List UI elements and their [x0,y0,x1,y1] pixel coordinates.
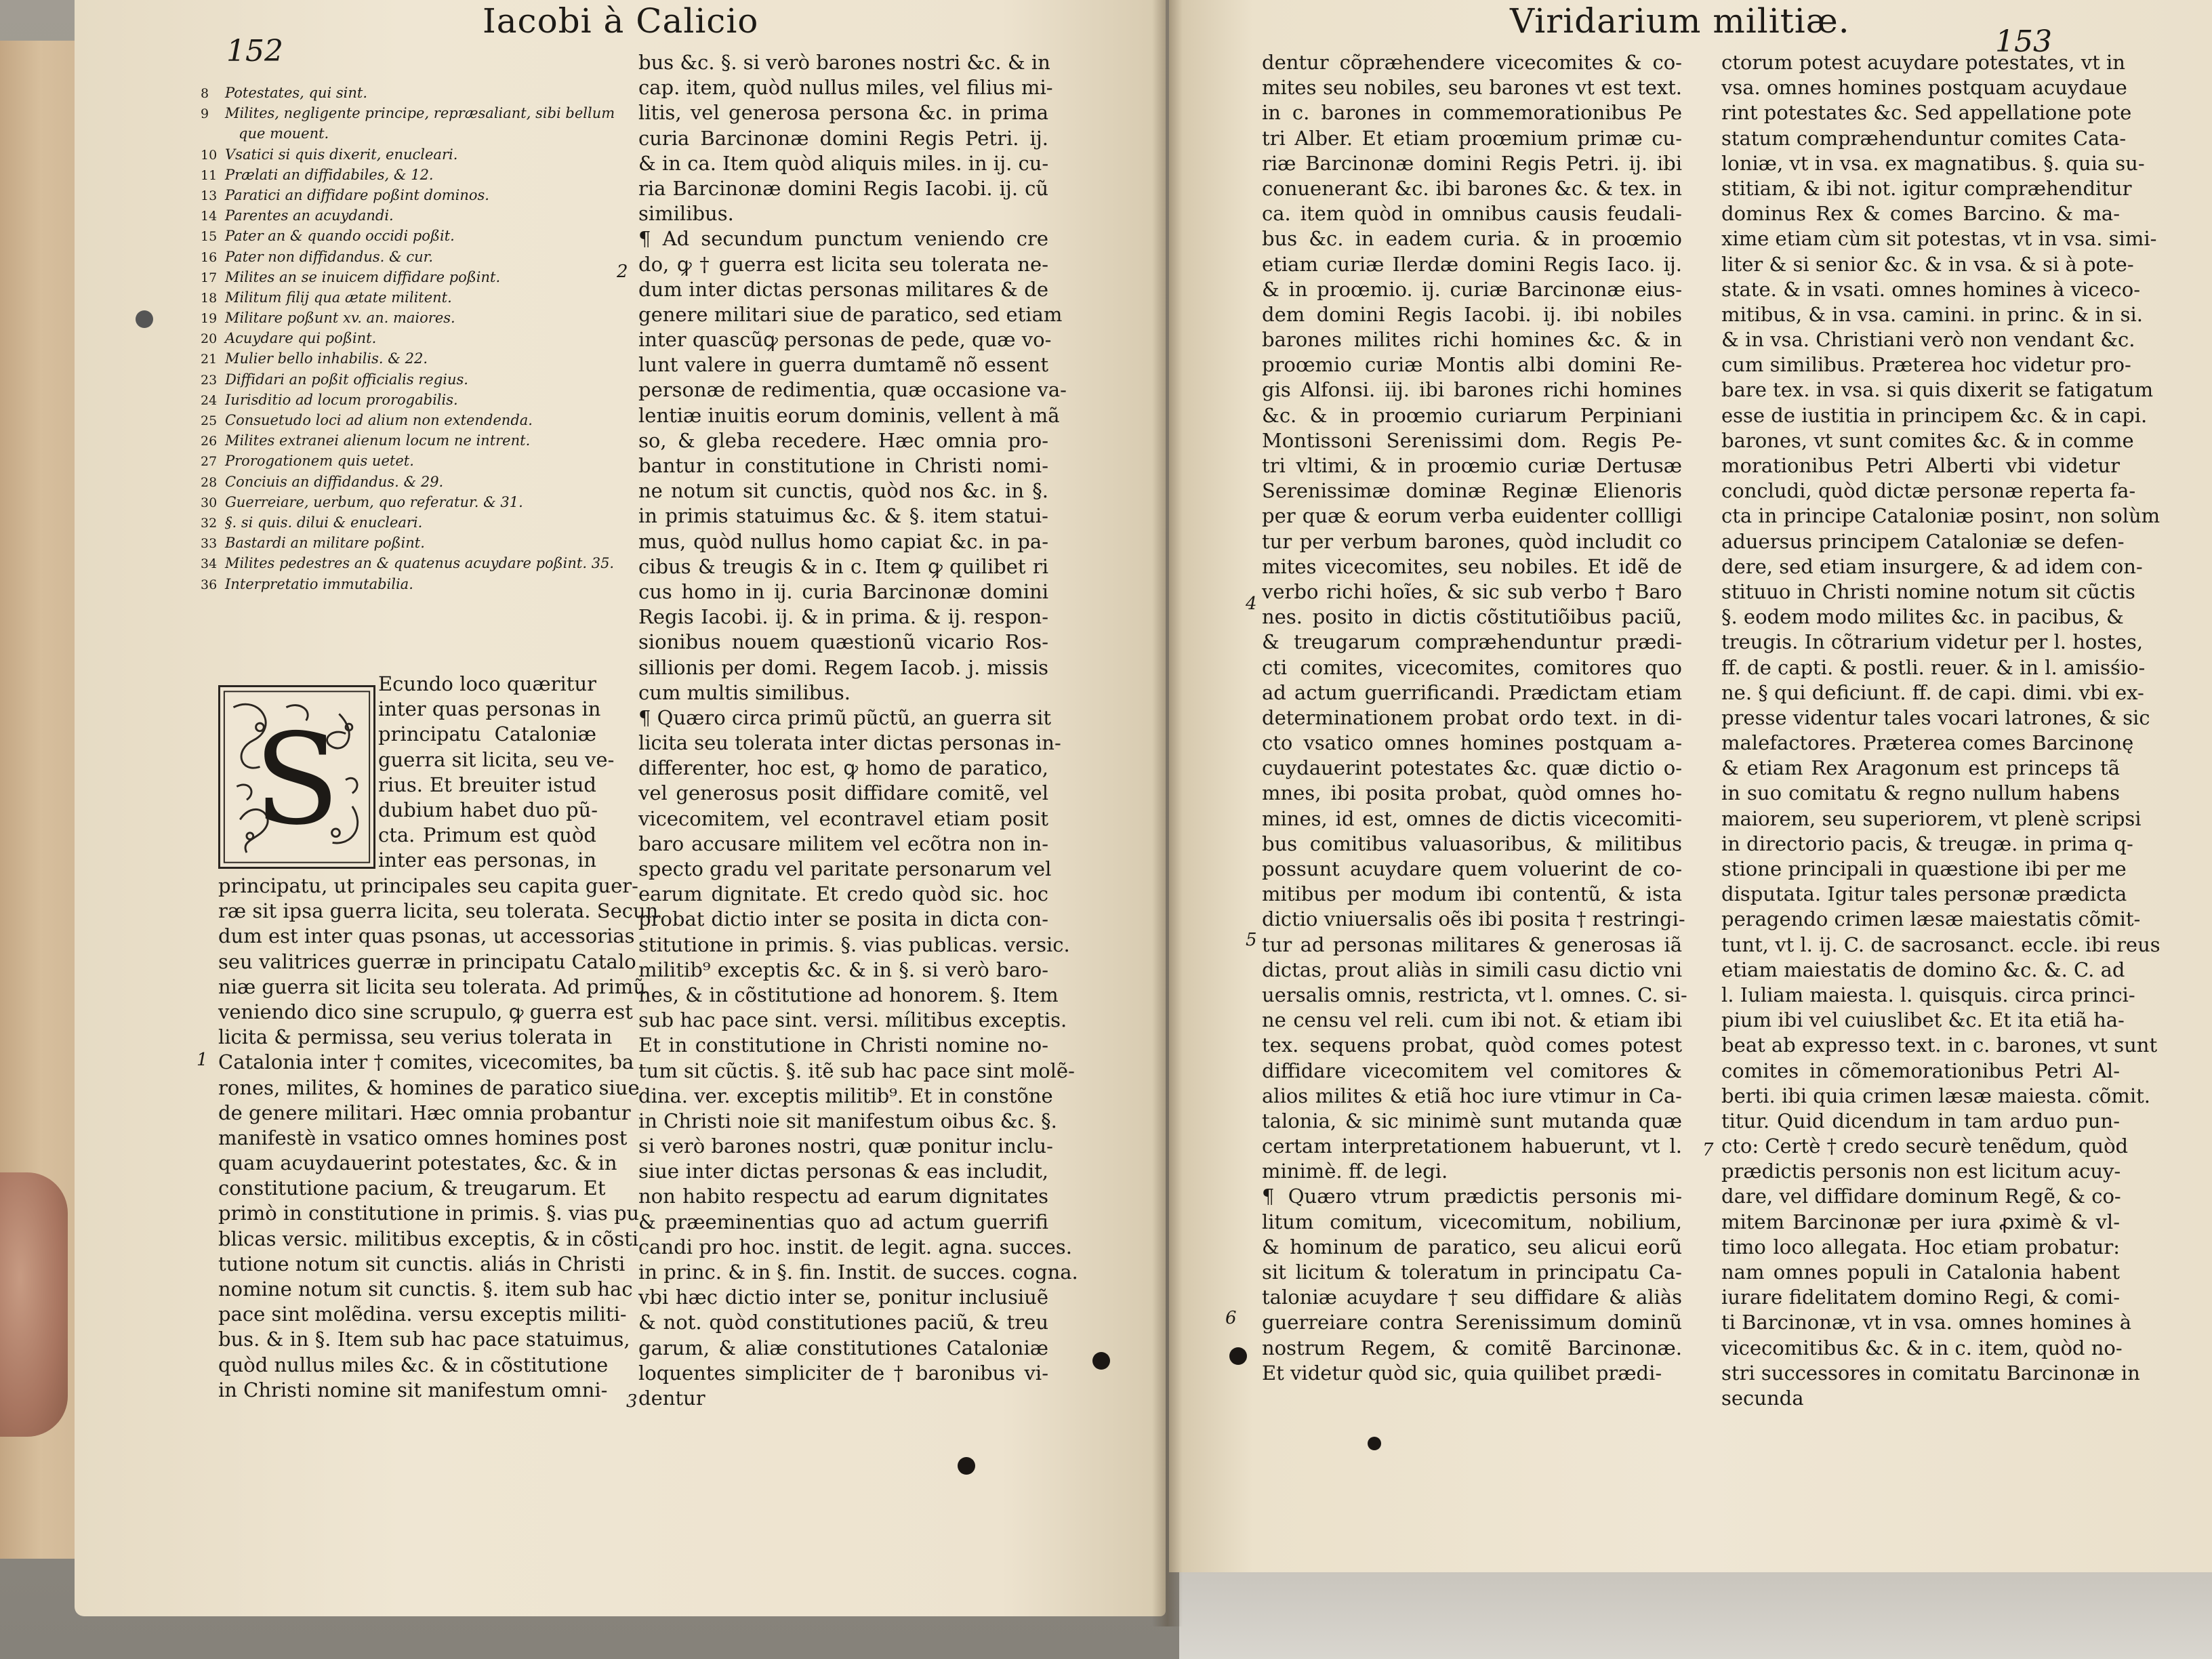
text-line: cto: Certè † credo securè tenẽdum, quòd [1721,1134,2129,1158]
text-line: bus. & in §. Item sub hac pace statuimus, [218,1328,630,1351]
text-line: guerreiare contra Serenissimum dominũ [1262,1311,1682,1334]
text-line: manifestè in vsatico omnes homines post [218,1126,628,1149]
index-item [201,328,607,348]
index-text: Mulier bello inhabilis. & 22. [225,350,428,367]
text-line: & in vsa. Christiani verò non vendant &c. [1721,328,2135,352]
text-line: licita & permissa, seu verius tolerata in [218,1025,613,1049]
index-number: 34 [201,556,218,572]
text-line: genere militari siue de paratico, sed etiam [638,302,1063,326]
right-column-2 [1721,50,2160,1411]
text-line: nomine notum sit cunctis. §. item sub hac [218,1277,633,1300]
text-line: in princ. & in §. fin. Instit. de succes. cogna. [638,1261,1078,1284]
text-line: specto gradu vel paritate personarum vel [638,857,1052,880]
text-line: dentur cõpræhendere vicecomites & co- [1262,51,1682,74]
index-number: 11 [201,167,218,183]
text-line: minimè. ff. de legi. [1262,1160,1448,1183]
text-line: in Christi noie sit manifestum oibus &c. §. [638,1109,1057,1132]
paper-hole [1229,1347,1247,1365]
text-line: curia Barcinonæ domini Regis Petri. ij. [638,126,1048,150]
text-line: in directorio pacis, & treugæ. in prima q- [1721,832,2133,855]
index-text: Diffidari an poßit officialis regius. [225,371,468,388]
index-item [201,430,607,451]
text-line: tutione notum sit cunctis. aliás in Christi [218,1252,626,1275]
text-line: ræ sit ipsa guerra licita, seu tolerata. Secun [218,899,659,923]
index-number: 19 [201,311,218,327]
index-text: Pater non diffidandus. & cur. [225,248,434,265]
text-line: differenter, hoc est, ꝙ homo de paratico, [638,756,1048,780]
text-line: tur ad personas militares & generosas iã [1262,933,1682,956]
text-line: ¶ Quæro circa primũ pũctũ, an guerra sit [638,705,1052,729]
index-item [201,267,607,287]
text-line: in Christi nomine sit manifestum omni- [218,1378,608,1401]
index-item [201,451,607,471]
index-item [201,410,607,430]
paper-hole [958,1457,975,1475]
text-line: proœmio curiæ Montis albi domini Re- [1262,353,1682,377]
text-line: bare tex. in vsa. si quis dixerit se fatigatum [1721,378,2154,402]
text-line: bus comitibus valuasoribus, & militibus [1262,832,1682,855]
text-line: ca. item quòd in omnibus causis feudali- [1262,202,1682,226]
text-line: & in proœmio. ij. curiæ Barcinonæ eius- [1262,277,1682,301]
text-line: uersalis omnis, restricta, vt l. omnes. C. si- [1262,983,1687,1006]
index-number: 32 [201,515,218,531]
index-number: 14 [201,209,218,224]
text-line: beat ab expresso text. in c. barones, vt sunt [1721,1033,2158,1057]
text-line: esse de iustitia in principem &c. & in capi. [1721,403,2148,427]
text-line: candi pro hoc. instit. de legit. agna. succes. [638,1235,1072,1258]
margin-number: 1 [197,1050,208,1070]
text-line: in suo comitatu & regno nullum habens [1721,781,2120,805]
text-line: prædictis personis non est licitum acuy- [1721,1160,2121,1183]
text-line: cus homo in ij. curia Barcinonæ domini [638,579,1048,603]
text-line: tum sit cũctis. §. itẽ sub hac pace sint molẽ- [638,1059,1075,1082]
text-line: inter quas personas in [378,697,601,721]
text-line: ti Barcinonæ, vt in vsa. omnes homines à [1721,1311,2132,1334]
index-text: Iurisditio ad locum prorogabilis. [225,391,458,408]
index-text: Consuetudo loci ad alium non extendenda. [225,412,533,428]
text-line: sionibus nouem quæstionũ vicario Ros- [638,630,1048,654]
index-item [201,247,607,267]
text-line: do, ꝙ † guerra est licita seu tolerata ne- [638,252,1048,276]
text-line: mites vicecomites, seu nobiles. Et idẽ de [1262,554,1682,578]
index-text: Militare poßunt xv. an. maiores. [225,310,455,327]
text-line: principatu, ut principales seu capita guer- [218,874,638,897]
margin-number: 5 [1246,930,1257,950]
text-line: pace sint molẽdina. versu exceptis militi- [218,1303,627,1326]
margin-number: 2 [617,262,628,282]
text-line: principatu Cataloniæ [378,722,596,746]
index-text: Acuydare qui poßint. [225,330,377,347]
text-line: vbi hæc dictio inter se, ponitur inclusiuẽ [638,1286,1048,1309]
index-item [201,205,607,226]
text-line: dubium habet duo pũ- [378,798,598,821]
text-line: disputata. Igitur tales personæ prædicta [1721,882,2127,906]
text-line: presse videntur tales vocari latrones, & sic [1721,705,2150,729]
text-line: possunt acuydare quem voluerint de co- [1262,857,1682,880]
index-text: §. si quis. dilui & enucleari. [225,514,423,531]
index-number: 23 [201,372,218,388]
text-line: lunt valere in guerra dumtamẽ nõ essent [638,353,1048,377]
index-text: Conciuis an diffidandus. & 29. [225,473,444,490]
text-line: certam interpretationem habuerunt, vt l. [1262,1134,1682,1158]
text-line: veniendo dico sine scrupulo, ꝙ guerra est [218,1000,633,1023]
index-number: 10 [201,147,218,163]
index-number: 17 [201,270,218,285]
text-line: peragendo crimen læsæ maiestatis cõmit- [1721,907,2141,931]
text-line: iurare fidelitatem domino Regi, & comi- [1721,1286,2120,1309]
text-line: taloniæ acuydare † seu diffidare & aliàs [1262,1286,1682,1309]
text-line: statum compræhenduntur comites Cata- [1721,126,2127,150]
index-number: 25 [201,413,218,428]
text-line: ne notum sit cunctis, quòd nos &c. in §. [638,479,1048,503]
text-line: non habito respectu ad earum dignitates [638,1185,1048,1208]
text-line: dare, vel diffidare dominum Regẽ, & co- [1721,1185,2121,1208]
text-line: dominus Rex & comes Barcino. & ma- [1721,202,2120,226]
text-line: talonia, & sic minimè sunt mutanda quæ [1262,1109,1682,1132]
text-line: gis Alfonsi. iij. ibi barones richi homines [1262,378,1682,402]
text-line: de genere militari. Hæc omnia probantur [218,1101,631,1124]
text-line: barones, vt sunt comites &c. & in comme [1721,428,2134,452]
text-line: Catalonia inter † comites, vicecomites, ba [218,1050,634,1074]
text-line: dum est inter quas psonas, ut accessorias [218,924,635,948]
text-line: &c. & in proœmio curiarum Perpiniani [1262,403,1682,427]
text-line: malefactores. Præterea comes Barcinonę [1721,731,2134,755]
index-number: 26 [201,434,218,449]
text-line: stituuo in Christi nomine notum sit cũctis [1721,579,2135,603]
text-line: cuydauerint potestates &c. quæ dictio o- [1262,756,1682,780]
text-line: nes. posito in dictis cõstitutiõibus paciũ, [1262,605,1682,629]
index-item [201,533,607,553]
text-line: vel generosus posit diffidare comitẽ, vel [638,781,1048,805]
margin-number: 7 [1702,1140,1714,1160]
index-text: Vsatici si quis dixerit, enucleari. [225,146,458,163]
text-line: l. Iuliam maiesta. l. quisquis. circa princi- [1721,983,2135,1006]
index-number: 8 [201,86,209,101]
text-line: quam acuydauerint potestates, &c. & in [218,1151,617,1175]
index-item [201,574,607,594]
table-surface [1179,1572,2212,1659]
index-text: que mouent. [239,125,329,142]
index-item [201,369,607,390]
text-line: stitutione in primis. §. vias publicas. versic. [638,933,1070,956]
text-line: rones, milites, & homines de paratico siue [218,1076,640,1099]
decorated-initial-art [220,687,373,867]
left-folio: 152 [226,34,283,68]
text-line: tunt, vt l. ij. C. de sacrosanct. eccle. ibi reus [1721,933,2160,956]
paper-hole [136,310,153,328]
text-line: cti comites, vicecomites, comitores quo [1262,655,1682,679]
text-line: maiorem, seu superiorem, vt plenè scripsi [1721,806,2142,830]
text-line: pium ibi vel cuiuslibet &c. Et ita etiã ha- [1721,1008,2125,1032]
index-text: Milites pedestres an & quatenus acuydare poßint. 35. [225,555,615,572]
index-text: Milites extranei alienum locum ne intrent. [225,432,531,449]
right-column-1 [1262,50,1687,1386]
text-line: earum dignitate. Et credo quòd sic. hoc [638,882,1048,906]
text-line: in c. barones in commemorationibus Pe [1262,101,1682,125]
text-line: Serenissimæ dominæ Reginæ Elienoris [1262,479,1682,503]
index-number: 30 [201,495,218,510]
index-text: Militum filij qua ætate militent. [225,289,452,306]
index-number: 16 [201,249,218,265]
text-line: cta. Primum est quòd [378,823,596,847]
holding-thumb [0,1172,68,1437]
text-line: stri successores in comitatu Barcinonæ in [1721,1361,2140,1385]
text-line: cap. item, quòd nullus miles, vel filius mi- [638,76,1053,100]
index-item [201,308,607,328]
text-line: etiam curiæ Ilerdæ domini Regis Iaco. ij. [1262,252,1682,276]
text-line: dictio vniuersalis oẽs ibi posita † restringi- [1262,907,1685,931]
margin-number: 6 [1225,1308,1237,1328]
index-item [201,472,607,492]
text-line: rius. Et breuiter istud [378,773,596,796]
book-gutter [1152,0,1183,1626]
index-item [201,144,607,165]
text-line: personæ de redimentia, quæ occasione va- [638,378,1067,402]
text-line: similibus. [638,202,734,226]
index-number: 24 [201,392,218,408]
index-number: 15 [201,229,218,245]
index-number: 13 [201,188,218,203]
text-line: etiam maiestatis de domino &c. &. C. ad [1721,958,2125,981]
index-item [201,185,607,205]
text-line: dina. ver. exceptis militib⁹. Et in constõne [638,1084,1053,1107]
text-line: tur per verbum barones, quòd includit co [1262,529,1682,553]
text-line: vicecomitibus &c. & in c. item, quòd no- [1721,1336,2123,1359]
text-line: dem domini Regis Iacobi. ij. ibi nobiles [1262,302,1682,326]
text-line: vsa. omnes homines postquam acuydaue [1721,76,2127,100]
text-line: secunda [1721,1386,1804,1410]
text-line: Ecundo loco quæritur [378,672,596,695]
index-item [201,83,607,103]
text-line: ¶ Ad secundum punctum veniendo cre [638,227,1048,251]
index-text: Bastardi an militare poßint. [225,535,425,552]
text-line: mus, quòd nullus homo capiat &c. in pa- [638,529,1048,553]
text-line: licita seu tolerata inter dictas personas in- [638,731,1061,755]
text-line: litis, vel generosa persona &c. in prima [638,101,1048,125]
text-line: mitibus, & in vsa. camini. in princ. & in si. [1721,302,2143,326]
text-line: seu valitrices guerræ in principatu Catalo [218,949,636,973]
text-line: ria Barcinonæ domini Regis Iacobi. ij. cũ [638,176,1048,200]
text-line: determinationem probat ordo text. in di- [1262,705,1682,729]
text-line: ctorum potest acuydare potestates, vt in [1721,51,2125,74]
index-number: 20 [201,331,218,347]
index-item [201,226,607,246]
text-line: dum inter dictas personas militares & de [638,277,1048,301]
text-line: dere, sed etiam insurgere, & ad idem con- [1721,554,2143,578]
paper-hole [1368,1437,1381,1450]
text-line: cto vsatico omnes homines postquam a- [1262,731,1682,755]
text-line: Montissoni Serenissimi dom. Regis Pe- [1262,428,1682,452]
text-line: & not. quòd constitutiones paciũ, & treu [638,1311,1048,1334]
text-line: stione principali in quæstione ibi per me [1721,857,2127,880]
text-line: morationibus Petri Alberti vbi videtur [1721,454,2120,477]
index-text: Guerreiare, uerbum, quo referatur. & 31. [225,493,523,510]
text-line: mines, id est, omnes de dictis vicecomiti- [1262,806,1682,830]
left-column-1-beside-initial [378,672,615,874]
index-number: 33 [201,536,218,552]
text-line: ne. § qui deficiunt. ff. de capi. dimi. vbi ex- [1721,680,2144,704]
index-item [201,512,607,533]
text-line: treugis. In cõtrarium videtur per l. hostes, [1721,630,2144,654]
text-line: cibus & treugis & in c. Item ꝙ quilibet ri [638,554,1048,578]
index-number: 36 [201,577,218,592]
text-line: constitutione pacium, & treugarum. Et [218,1176,606,1200]
right-folio: 153 [1995,24,2052,59]
right-running-head: Viridarium militiæ. [1510,1,1850,41]
index-text: Milites an se inuicem diffidare poßint. [225,268,501,285]
text-line: niæ guerra sit licita seu tolerata. Ad primũ [218,975,646,998]
index-item [201,165,607,185]
text-line: loquentes simpliciter de † baronibus vi- [638,1361,1048,1385]
index-text: Prælati an diffidabiles, & 12. [225,166,434,183]
text-line: ne censu vel reli. cum ibi not. & etiam ibi [1262,1008,1682,1032]
text-line: nes, & in cõstitutione ad honorem. §. Item [638,983,1059,1006]
index-item [201,492,607,512]
index-item [201,553,615,573]
text-line: concludi, quòd dictæ personæ reperta fa- [1721,479,2136,503]
decorated-initial [218,685,375,869]
text-line: Et videtur quòd sic, quia quilibet prædi- [1262,1361,1662,1385]
text-line: litum comitum, vicecomitum, nobilium, [1262,1210,1682,1233]
text-line: loniæ, vt in vsa. ex magnatibus. §. quia su- [1721,151,2145,175]
margin-number: 4 [1246,594,1257,614]
index-number: 9 [201,106,209,122]
text-line: & præeminentias quo ad actum guerrifi [638,1210,1048,1233]
index-text: Paratici an diffidare poßint dominos. [225,186,489,203]
index-text: Interpretatio immutabilia. [225,575,413,592]
index-text: Milites, negligente principe, repræsaliant, sibi bellum [225,105,615,122]
text-line: vicecomitem, vel econtravel etiam posit [638,806,1048,830]
index-text: Pater an & quando occidi poßit. [225,228,455,245]
index-text: Potestates, qui sint. [225,85,368,101]
text-line: so, & gleba recedere. Hæc omnia pro- [638,428,1048,452]
index-text: Parentes an acuydandi. [225,207,394,224]
text-line: guerra sit licita, seu ve- [378,747,615,771]
left-column-2 [638,50,1078,1411]
index-number: 28 [201,474,218,490]
index-item [201,390,607,410]
text-line: ¶ Quæro vtrum prædictis personis mi- [1262,1185,1682,1208]
text-line: mitibus per modum ibi contentũ, & ista [1262,882,1682,906]
text-line: mnes, ibi posita probat, quòd omnes ho- [1262,781,1682,805]
text-line: xime etiam cùm sit potestas, vt in vsa. simi- [1721,227,2157,251]
text-line: tri Alber. Et etiam proœmium primæ cu- [1262,126,1682,150]
text-line: & hominum de paratico, seu alicui eorũ [1262,1235,1682,1258]
text-line: garum, & aliæ constitutiones Cataloniæ [638,1336,1048,1359]
text-line: sit licitum & toleratum in principatu Ca- [1262,1261,1682,1284]
summary-index [201,83,615,594]
text-line: lentiæ inuitis eorum dominis, vellent à mã [638,403,1060,427]
text-line: siue inter dictas personas & eas includit, [638,1160,1048,1183]
text-line: per quæ & eorum verba euidenter collligi [1262,504,1682,528]
text-line: barones milites richi homines &c. & in [1262,328,1682,352]
text-line: mitem Barcinonæ per iura ꝓximè & vl- [1721,1210,2120,1233]
text-line: militib⁹ exceptis &c. & in §. si verò baro- [638,958,1048,981]
index-item [201,348,607,369]
text-line: tex. sequens probat, quòd comes potest [1262,1033,1682,1057]
text-line: sillionis per domi. Regem Iacob. j. missis [638,655,1048,679]
text-line: Et in constitutione in Christi nomine no- [638,1033,1048,1057]
text-line: blicas versic. militibus exceptis, & in cõsti [218,1227,639,1250]
text-line: state. & in vsati. omnes homines à viceco- [1721,277,2141,301]
text-line: baro accusare militem vel ecõtra non in- [638,832,1048,855]
text-line: mites seu nobiles, seu barones vt est text. [1262,76,1682,100]
text-line: nam omnes populi in Catalonia habent [1721,1261,2120,1284]
decorated-initial-letter: S [253,706,340,853]
text-line: bantur in constitutione in Christi nomi- [638,454,1048,477]
text-line: riæ Barcinonæ domini Regis Petri. ij. ibi [1262,151,1682,175]
text-line: aduersus principem Cataloniæ se defen- [1721,529,2125,553]
text-line: rint potestates &c. Sed appellatione pote [1721,101,2132,125]
text-line: nostrum Regem, & comitẽ Barcinonæ. [1262,1336,1682,1359]
left-column-1 [218,874,659,1403]
index-item [201,103,615,123]
index-item [201,287,607,308]
text-line: liter & si senior &c. & in vsa. & si à pote- [1721,252,2134,276]
text-line: & etiam Rex Aragonum est princeps tã [1721,756,2120,780]
text-line: comites in cõmemorationibus Petri Al- [1721,1059,2120,1082]
text-line: ff. de capti. & postli. reuer. & in l. amisśio- [1721,655,2146,679]
text-line: cum multis similibus. [638,680,851,704]
text-line: alios milites & etiã hoc iure vtimur in Ca- [1262,1084,1682,1107]
index-number: 27 [201,454,218,470]
text-line: §. eodem modo milites &c. in pacibus, & [1721,605,2124,629]
index-item [201,123,607,144]
text-line: cum similibus. Præterea hoc videtur pro- [1721,353,2131,377]
text-line: dictas, prout aliàs in simili casu dictio vni [1262,958,1682,981]
text-line: inter quascũꝙ personas de pede, quæ vo- [638,328,1052,352]
index-number: 18 [201,290,218,306]
text-line: titur. Quid dicendum in tam arduo pun- [1721,1109,2120,1132]
margin-number: 3 [626,1391,638,1412]
text-line: berti. ibi quia crimen læsæ maiesta. cõmit. [1721,1084,2150,1107]
text-line: sub hac pace sint. versi. mílitibus exceptis. [638,1008,1067,1032]
text-line: & in ca. Item quòd aliquis miles. in ij. cu- [638,151,1049,175]
text-line: in primis statuimus &c. & §. item statui- [638,504,1048,528]
text-line: stitiam, & ibi not. igitur compræhenditur [1721,176,2132,200]
index-text: Prorogationem quis uetet. [225,453,414,470]
text-line: inter eas personas, in [378,848,596,872]
left-running-head: Iacobi à Calicio [483,1,759,41]
text-line: bus &c. §. si verò barones nostri &c. & in [638,51,1050,74]
text-line: diffidare vicecomitem vel comitores & [1262,1059,1682,1082]
text-line: quòd nullus miles &c. & in cõstitutione [218,1353,609,1376]
text-line: cta in principe Cataloniæ posinτ, non solùm [1721,504,2160,528]
text-line: verbo richi hoĩes, & sic sub verbo † Baro [1262,579,1682,603]
paper-hole [1092,1352,1110,1370]
text-line: tri vltimi, & in proœmio curiæ Dertusæ [1262,454,1682,477]
text-line: & treugarum compræhenduntur prædi- [1262,630,1682,654]
text-line: ad actum guerrificandi. Prædictam etiam [1262,680,1682,704]
text-line: conuenerant &c. ibi barones &c. & tex. in [1262,176,1682,200]
text-line: timo loco allegata. Hoc etiam probatur: [1721,1235,2120,1258]
text-line: bus &c. in eadem curia. & in proœmio [1262,227,1682,251]
text-line: dentur [638,1386,705,1410]
text-line: si verò barones nostri, quæ ponitur inclu- [638,1134,1053,1158]
text-line: primò in constitutione in primis. §. vias pu [218,1202,640,1225]
text-line: Regis Iacobi. ij. & in prima. & ij. respon- [638,605,1048,629]
index-number: 21 [201,352,218,367]
text-line: probat dictio inter se posita in dicta con- [638,907,1048,931]
